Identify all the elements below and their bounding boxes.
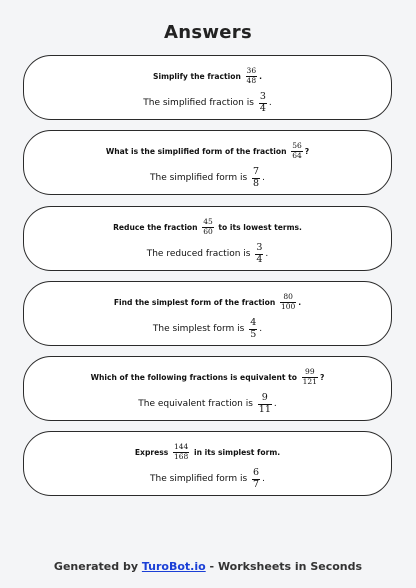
- fraction-denominator: 11: [258, 403, 271, 415]
- question-prefix: What is the simplified form of the fraction: [105, 146, 287, 156]
- fraction-denominator: 168: [174, 451, 189, 461]
- fraction-denominator: 48: [246, 75, 257, 85]
- fraction-denominator: 8: [253, 177, 260, 189]
- question-suffix: ?: [319, 372, 325, 382]
- question-fraction: [173, 443, 189, 461]
- fraction-denominator: 60: [203, 226, 213, 236]
- question-fraction: [280, 293, 296, 311]
- question-fraction: [291, 142, 303, 160]
- answer-suffix: .: [262, 173, 265, 183]
- fraction-numerator: 45: [203, 216, 213, 226]
- answer-fraction: [252, 167, 260, 190]
- question-text: [24, 216, 391, 238]
- fraction-denominator: 7: [253, 478, 260, 490]
- page-title: Answers: [164, 22, 252, 43]
- answer-fraction: [252, 468, 260, 491]
- question-prefix: Simplify the fraction: [153, 71, 241, 81]
- footer-suffix: - Worksheets in Seconds: [209, 560, 363, 573]
- answer-card-5: [23, 356, 392, 421]
- question-fraction: [302, 368, 318, 386]
- fraction-denominator: 4: [256, 253, 263, 265]
- fraction-numerator: 80: [283, 291, 293, 301]
- answer-suffix: .: [259, 324, 263, 334]
- answer-text: [24, 393, 391, 415]
- question-text: [24, 140, 391, 162]
- question-prefix: Find the simplest form of the fraction: [113, 297, 276, 307]
- fraction-numerator: 56: [292, 140, 302, 150]
- question-suffix: .: [259, 71, 262, 81]
- answer-card-4: [23, 281, 392, 346]
- question-suffix: in its simplest form.: [193, 447, 281, 457]
- question-prefix: Which of the following fractions is equivalent to: [90, 372, 297, 382]
- question-suffix: ?: [304, 146, 310, 156]
- turobot-link[interactable]: TuroBot.io: [141, 560, 206, 573]
- fraction-numerator: 7: [253, 165, 260, 177]
- question-text: [24, 65, 391, 87]
- answer-prefix: The simplified fraction is: [143, 98, 254, 108]
- answer-text: [24, 468, 391, 490]
- fraction-numerator: 144: [174, 441, 189, 451]
- answer-suffix: .: [268, 98, 272, 108]
- footer: [0, 560, 416, 573]
- answer-fraction: [249, 318, 257, 341]
- fraction-denominator: 5: [250, 328, 257, 340]
- answer-fraction: [255, 243, 263, 266]
- answer-text: [24, 318, 391, 340]
- question-text: [24, 291, 391, 313]
- answer-prefix: The simplified form is: [150, 173, 248, 183]
- answer-prefix: The reduced fraction is: [146, 249, 251, 259]
- fraction-numerator: 6: [253, 466, 260, 478]
- fraction-denominator: 121: [302, 376, 317, 386]
- fraction-numerator: 36: [246, 65, 257, 75]
- answer-suffix: .: [262, 474, 265, 484]
- answer-card-6: [23, 431, 392, 496]
- fraction-numerator: 9: [261, 391, 268, 403]
- answer-prefix: The simplest form is: [152, 324, 245, 334]
- question-fraction: [246, 67, 258, 85]
- footer-prefix: Generated by: [53, 560, 139, 573]
- question-text: [24, 366, 391, 388]
- question-text: [24, 441, 391, 463]
- fraction-numerator: 3: [259, 90, 266, 102]
- answer-suffix: .: [265, 249, 269, 259]
- answer-fraction: [258, 393, 272, 416]
- answer-prefix: The equivalent fraction is: [138, 399, 253, 409]
- question-suffix: .: [298, 297, 302, 307]
- answer-suffix: .: [273, 399, 277, 409]
- question-prefix: Express: [134, 447, 169, 457]
- question-suffix: to its lowest terms.: [218, 222, 302, 232]
- question-prefix: Reduce the fraction: [113, 222, 198, 232]
- question-fraction: [202, 218, 214, 236]
- fraction-denominator: 4: [259, 102, 266, 114]
- fraction-denominator: 64: [292, 150, 302, 160]
- answer-text: [24, 243, 391, 265]
- fraction-denominator: 100: [280, 301, 296, 311]
- fraction-numerator: 99: [305, 366, 315, 376]
- answer-card-1: [23, 55, 392, 120]
- answer-fraction: [259, 92, 267, 115]
- answer-card-3: [23, 206, 392, 271]
- answer-prefix: The simplified form is: [150, 474, 248, 484]
- fraction-numerator: 4: [250, 316, 257, 328]
- answer-text: [24, 92, 391, 114]
- fraction-numerator: 3: [256, 241, 263, 253]
- answer-card-2: [23, 130, 392, 195]
- answer-text: [24, 167, 391, 189]
